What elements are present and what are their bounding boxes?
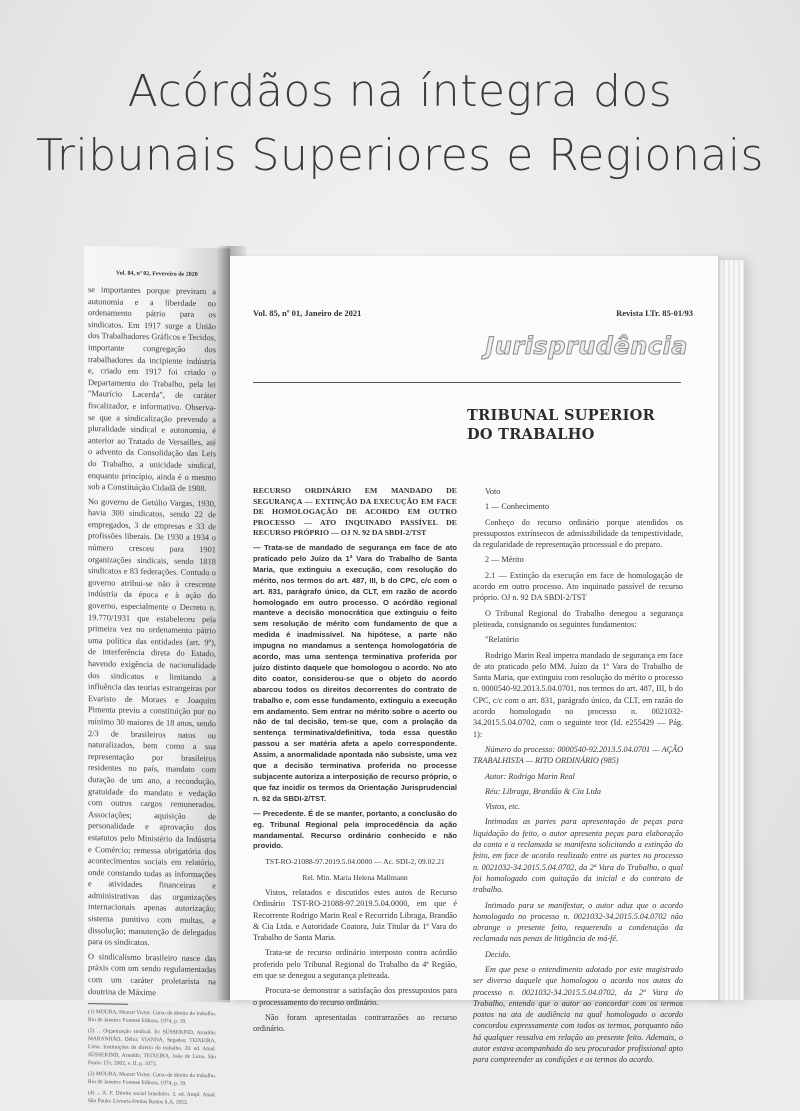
ementa: — Precedente. É de se manter, portanto, a conclusão do eg. Tribunal Regional pela improcedência da ação mandamental. Recurso ordinário conhecido e não provido. xyxy=(253,808,457,851)
section-heading: "Relatório xyxy=(485,635,519,645)
court-title xyxy=(467,406,655,444)
relator: Rel. Min. Maria Helena Mallmann xyxy=(302,872,408,882)
body-paragraph: 2.1 — Extinção da execução em face de homologação de acordo em outro processo. Ato inquinado passível de recurso próprio. OJ n. 92 DA SBDI-2/TST xyxy=(473,570,683,603)
body-paragraph: Rodrigo Marin Real impetra mandado de segurança em face de ato praticado pelo MM. Juízo da 1ª Vara do Trabalho de Santa Maria, que extinguiu com resolução do mérito o processo n. 0000540-92.2013.5.04.0701, nos termos do art. 487, III, b do CPC, c/c com o art. 831, parágrafo único, da CLT, em razão do acordo homologado no processo n. 0021032-34.2015.5.04.0702, com o seguinte teor (Id. e255429 — Pág. 1): xyxy=(473,650,683,739)
body-paragraph: Vistos, relatados e discutidos estes autos de Recurso Ordinário TST-RO-21088-97.2019.5.04.0000, em que é Recorrente Rodrigo Marin Real e Recorrido Libraga, Brandão & Cia Ltda. e Autoridade Coatora, Juiz Titular da 1ª Vara do Trabalho de Santa Maria. xyxy=(253,887,457,943)
footnote: (1) MOURA, Mozart Victor. Curso de direito do trabalho. Rio de Janeiro: Forense Editora, 1974, p. 19. xyxy=(88,1009,216,1026)
footnote-rule xyxy=(88,1003,128,1005)
left-paragraph: O sindicalismo brasileiro nasce das práxis com um sendo regulamentadas com um caráter proletarista na doutrina de Máxime xyxy=(88,951,216,997)
left-page xyxy=(84,246,230,1107)
body-paragraph: Trata-se de recurso ordinário interposto contra acórdão proferido pelo Tribunal Regional do Trabalho da 4ª Região, em que se denegou a segurança pleiteada. xyxy=(253,948,457,981)
decido: Decido. xyxy=(485,949,511,959)
right-page xyxy=(230,256,718,1065)
case-title: RECURSO ORDINÁRIO EM MANDADO DE SEGURANÇA — EXTINÇÃO DA EXECUÇÃO EM FACE DE HOMOLOGAÇÃO DE ACORDO EM OUTRO PROCESSO — ATO INQUINADO PASSÍVEL DE RECURSO PRÓPRIO — OJ N. 92 DA SBDI-2/TST xyxy=(253,486,457,538)
defendant: Réu: Libraga, Brandão & Cia Ltda xyxy=(485,786,601,796)
left-page-header: Vol. 84, nº 02, Fevereiro de 2020 xyxy=(116,270,198,278)
headline-line-2: Tribunais Superiores e Regionais xyxy=(36,130,764,181)
section-title: Jurisprudência xyxy=(485,332,688,360)
body-paragraph: Procura-se demonstrar a satisfação dos pressupostos para o processamento do recurso ordinário. xyxy=(253,986,457,1007)
author: Autor: Rodrigo Marin Real xyxy=(485,771,575,781)
court-title-line: DO TRABALHO xyxy=(467,426,595,443)
footnote: (4) ... A. F. Direito social brasileiro. 3. ed. Ampl. Atual. São Paulo: Livraria Freitas Bastos S.A, 1953. xyxy=(88,1090,216,1107)
headline-line-1: Acórdãos na íntegra dos xyxy=(127,66,673,117)
section-heading: 2 — Mérito xyxy=(485,555,524,565)
case-citation: TST-RO-21088-97.2019.5.04.0000 — Ac. SDI-2, 09.02.21 xyxy=(265,857,445,867)
court-title-line: TRIBUNAL SUPERIOR xyxy=(467,407,655,424)
header-rule xyxy=(253,382,681,383)
body-paragraph: Intimadas as partes para apresentação de peças para liquidação do feito, o autor apresenta peças para elaboração da conta e a reclamada se manifesta solicitando a extinção do feito, em face de acordo realizado entre as partes no processo n. 0021032-34.2015.5.04.0702, da 2ª Vara do Trabalho, o qual foi homologado com quitação da inicial e do contrato de trabalho. xyxy=(473,817,683,895)
column-left xyxy=(253,486,457,1039)
issue-label: Vol. 85, nº 01, Janeiro de 2021 xyxy=(253,308,362,318)
section-heading: 1 — Conhecimento xyxy=(485,502,550,512)
headline xyxy=(0,60,800,188)
body-paragraph: Intimado para se manifestar, o autor aduz que o acordo homologado no processo n. 0021032-34.2015.5.04.0702 não abrange o presente feito, requerendo a condenação da reclamada nas penas de litigância de má-fé. xyxy=(473,900,683,944)
ementa: — Trata-se de mandado de segurança em face de ato praticado pelo Juízo da 1ª Vara do Trabalho de Santa Maria, que extinguiu a execução, com resolução do mérito, nos termos do art. 487, III, b do CPC, c/c com o art. 831, parágrafo único, da CLT, em razão de acordo homologado em outro processo. O acórdão regional manteve a decisão monocrática que extinguiu o feito sem resolução de mérito com fundamento de que a medida é inadmissível. Na hipótese, a parte não impugna no mandamus a sentença homologatória de acordo, mas uma sentença terminativa proferida por juízo distinto daquele que homologou o acordo. No ato dito coator, considerou-se que o objeto do acordo abarcou todos os direitos decorrentes do contrato de trabalho e, com esse fundamento, extinguiu a execução em andamento. Sem entrar no mérito sobre o acerto ou não de tal decisão, tem-se que, com a prolação da sentença terminativa/definitiva, toda essa questão passou a ser matéria afeta a apelo correspondente. Assim, a anormalidade apontada não subsiste, uma vez que a decisão terminativa proferida no processe subjacente autoriza a interposição de recurso próprio, o que faz incidir os termos da Orientação Jurisprudencial n. 92 da SBDI-2/TST. xyxy=(253,542,457,803)
open-magazine xyxy=(84,246,744,1107)
section-voto: Voto xyxy=(485,487,501,496)
page-reference: Revista LTr. 85-01/93 xyxy=(616,308,693,318)
body-paragraph: Não foram apresentadas contrarrazões ao recurso ordinário. xyxy=(253,1012,457,1034)
process-number: Número do processo: 0000540-92.2013.5.04.0701 — AÇÃO TRABALHISTA — RITO ORDINÁRIO (985) xyxy=(473,744,683,766)
column-right xyxy=(473,486,683,1070)
left-page-text xyxy=(88,284,216,1110)
body-paragraph: Conheço do recurso ordinário porque atendidos os pressupostos extrínsecos de admissibilidade da tempestividade, da regularidade de representação processual e do preparo. xyxy=(473,517,683,550)
body-paragraph: Em que pese o entendimento adotado por este magistrado ser diverso daquele que homologou o acordo nos autos do processo n. 0021032-34.2015.5.04.0702, da 2ª Vara do Trabalho, entendo que o autor ao concordar com os termos postos na ata de audiência na qual homologado o acordo concordou expressamente com todos os termos, porquanto não há qualquer ressalva em relação ao presente feito. Ademais, o autor estava acompanhado do seu procurador profissional apto para compreender as condições e os termos do acordo. xyxy=(473,964,683,1065)
footnote: (3) MOURA, Mozart Victor. Curso de direito do trabalho. Rio de Janeiro: Forense Editora, 1974, p. 19. xyxy=(88,1071,216,1088)
left-paragraph: se importantes porque previram a autonomia e a liberdade no ordenamento pátrio para os sindicatos. Em 1917 surge a União dos Trabalhadores Gráficos e Tecidos, importante congregação dos trabalhadores da incipiente indústria e, criado em 1917 foi criado o Departamento do Trabalho, pela lei "Maurício Lacerda", de caráter fiscalizador, e informativo. Observa-se que a sindicalização prevendo a pluralidade sindical e autonomia, é anterior ao Tratado de Versailles, até o advento da Consolidação das Leis do Trabalho, a unicidade sindical, enquanto princípio, ainda é o mesmo sob a Constituição Cidadã de 1988. xyxy=(88,285,216,494)
vistos: Vistos, etc. xyxy=(485,802,521,812)
left-paragraph: No governo de Getúlio Vargas, 1930, havia 300 sindicatos, sendo 22 de empregados, 3 de empresas e 33 de profissões liberais. De 1930 a 1934 o número cresceu para 1901 organizações sindicais, sendo 1818 sindicatos e 83 federações. Contudo o governo atribui-se não à crescente indústria da época e à ação do governo, especialmente o Decreto n. 19.770/1931 que estabeleceu pela primeira vez no ordenamento pátrio uma política das entidades (art. 9º), de interferência direta do Estado, havendo exigência de nacionalidade dos sindicatos e limitando a influência das teorias estrangeiras por Evaristo de Moraes e Joaquim Pimenta previu a constituição por no mínimo 30 maiores de 18 anos, sendo 2/3 de brasileiros natos ou naturalizados, bem como a sua representação por brasileiros residentes no país, mandato com duração de um ano, a recondução, gratuidade do mandato e vedação com outros cargos remunerados. Associações; aquisição de personalidade e aprovação dos estatutos pelo Ministério da Indústria e Comércio; remessa obrigatória dos acontecimentos sociais em relatório, onde constando todas as informações e atividades financeiras e administrativas das organizações internacionais apenas autorização; sistema punitivo com multas, e dissolução; manutenção de delegados para os sindicatos. xyxy=(88,496,216,948)
footnote: (2) ... Organização sindical. In: SÜSSEKIND, Arnaldo; MARANHÃO, Délio; VIANNA, Segadas; TEIXEIRA, Lima. Instituições de direito do trabalho. 20. ed. Atual. SÜSSEKIND, Arnaldo; TEIXEIRA, João de Lima. São Paulo: LTr, 2002, v. II, p. 1073. xyxy=(88,1028,216,1068)
body-paragraph: O Tribunal Regional do Trabalho denegou a segurança pleiteada, consignando os seguintes fundamentos: xyxy=(473,608,683,629)
